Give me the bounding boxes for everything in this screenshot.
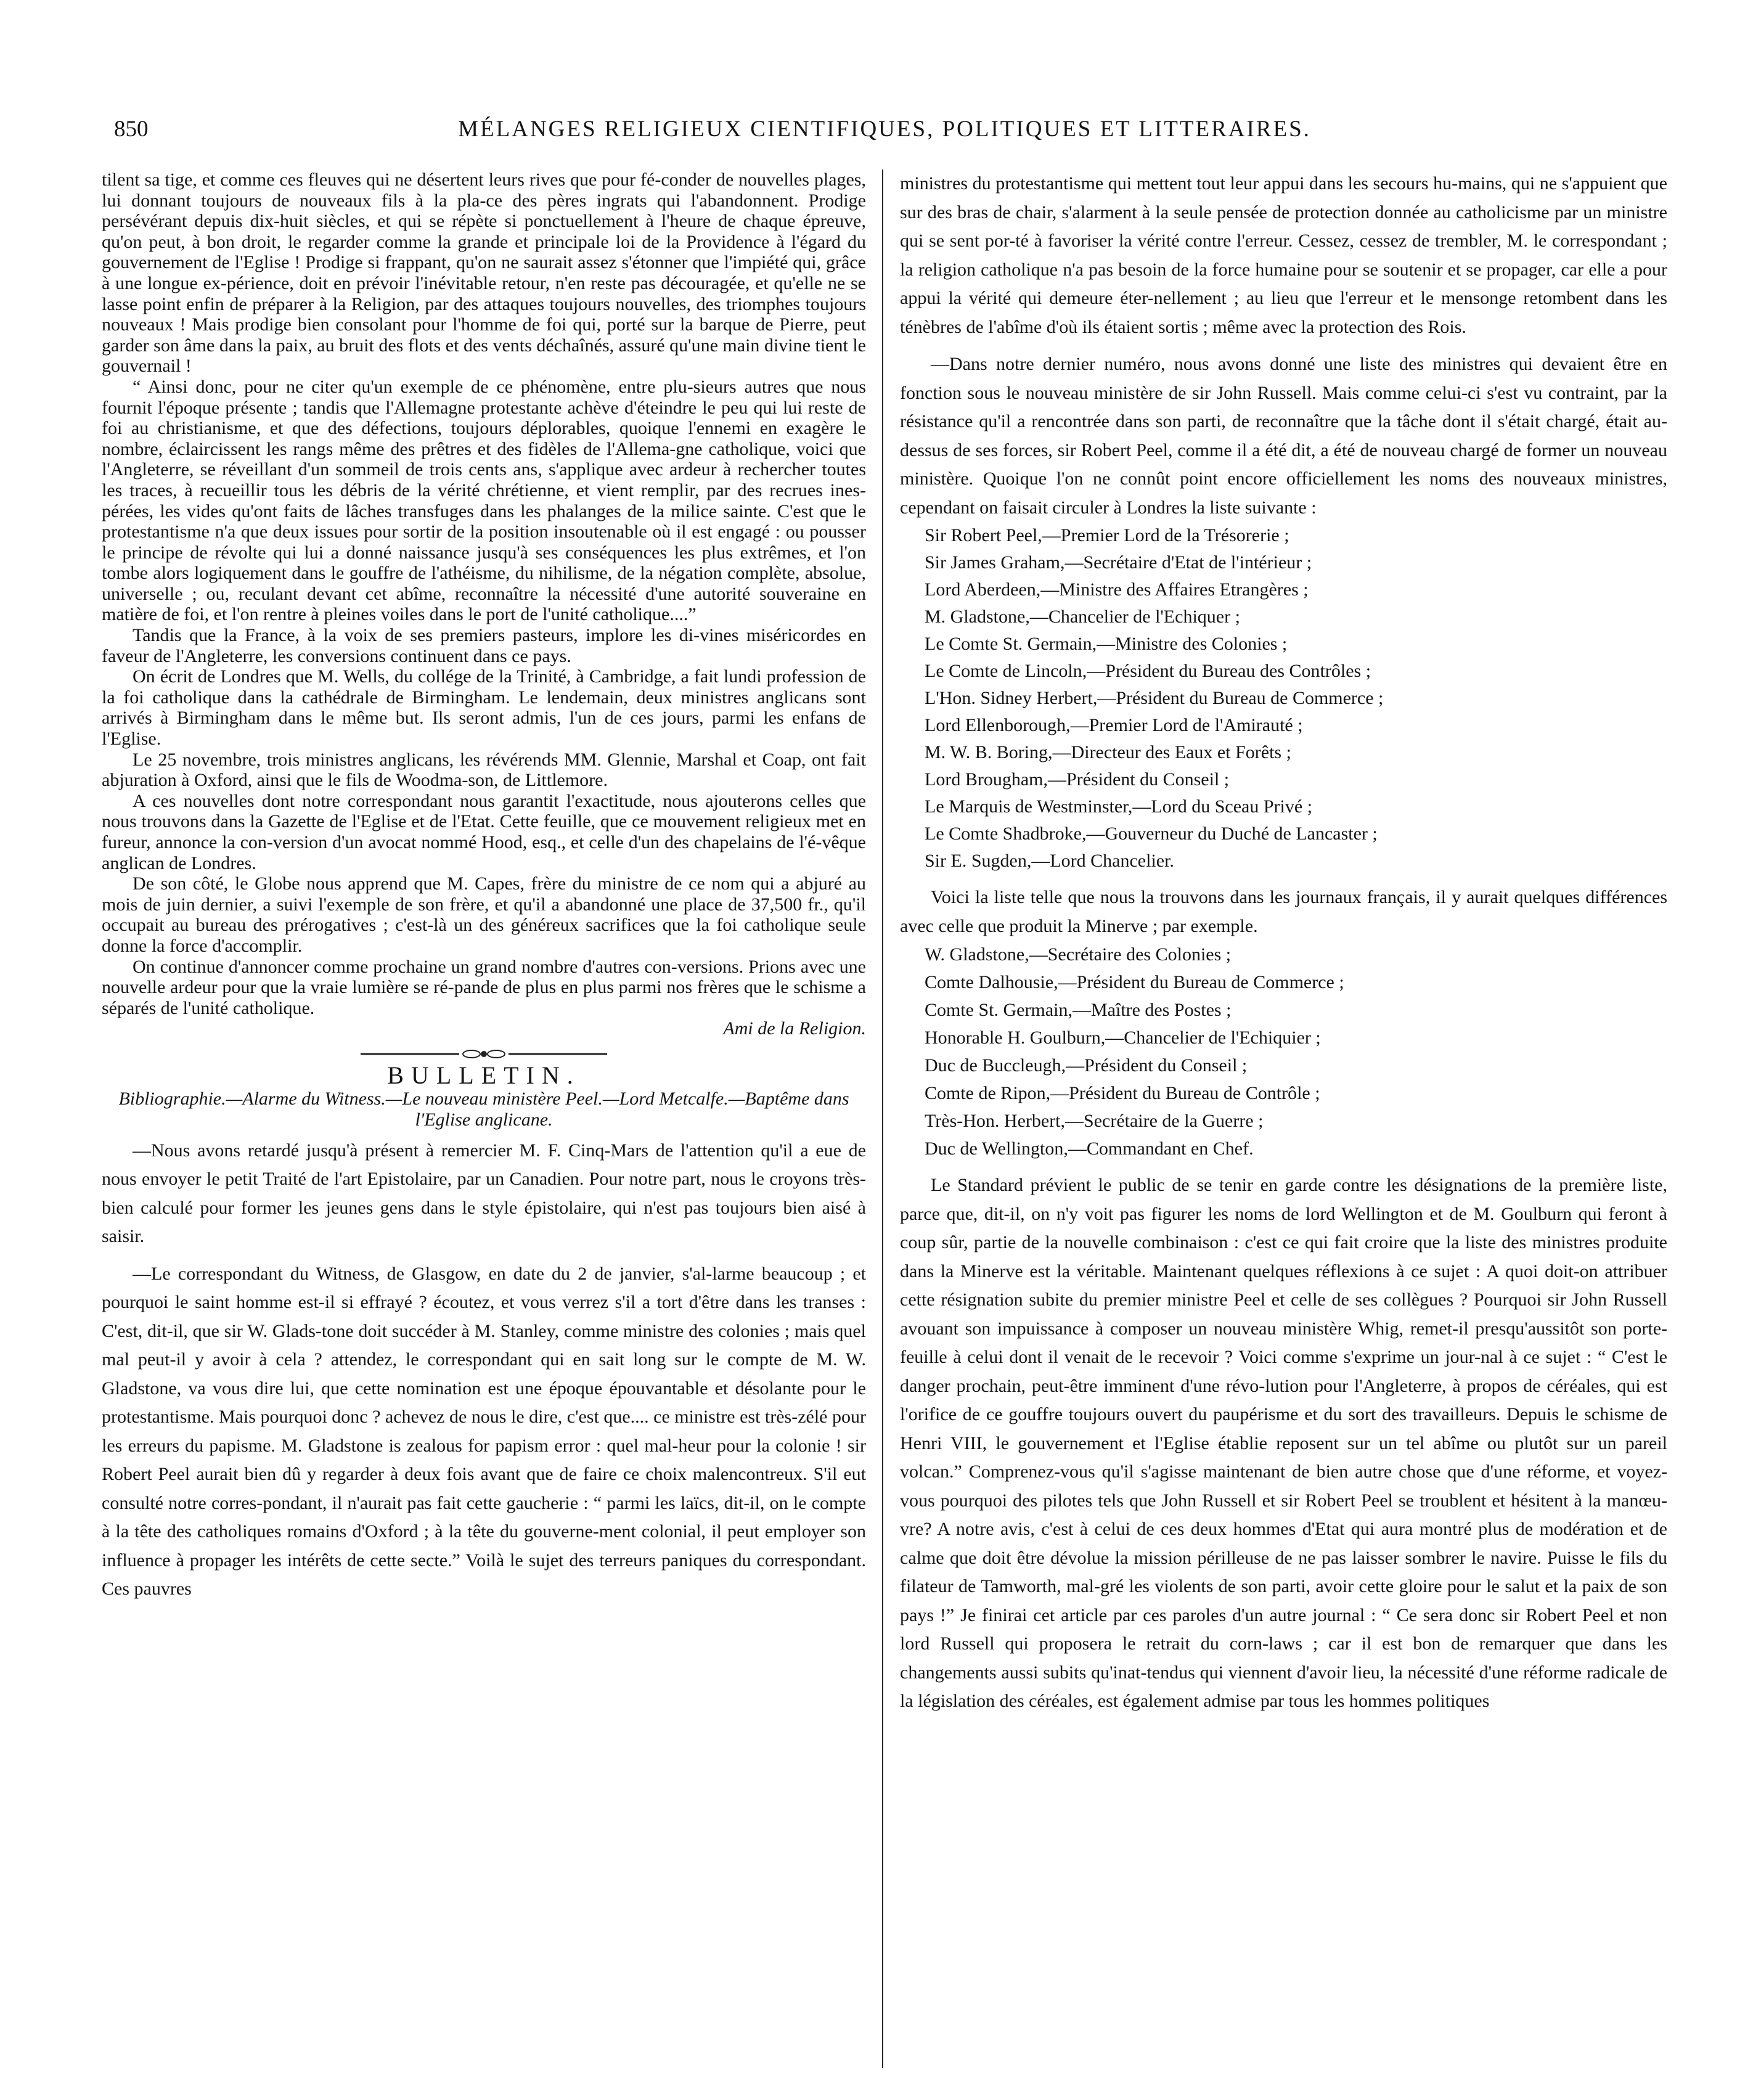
article-paragraph: “ Ainsi donc, pour ne citer qu'un exemple de ce phénomène, entre plu-sieurs autres que nous fournit l'époque présente ; tandis que l'Allemagne protestante achève d'éteindre le peu qui lui reste de foi au christianisme, et que des défections, toujours déplorables, quoique l'ennemi en exagère le nombre, éclaircissent les rangs même des prêtres et des fidèles de l'Allema-gne catholique, voici que l'Angleterre, se réveillant d'un sommeil de trois cents ans, s'applique avec ardeur à rechercher toutes les traces, à recueillir tous les débris de la vérité chrétienne, et vient remplir, par des recrues ines-pérées, les vides qu'ont faits de lâches transfuges dans les phalanges de la milice sainte. C'est que le protestantisme n'a que deux issues pour sortir de la position insoutenable où il est engagé : ou pousser le principe de révolte qui lui a donné naissance jusqu'à ses conséquences les plus extrêmes, et l'on tombe alors logiquement dans le gouffre de l'athéisme, du nihilisme, de la négation complète, absolue, universelle ; ou, reculant devant cet abîme, reconnaître la nécessité d'une autorité souveraine en matière de foi, et l'on rentre à pleines voiles dans le port de l'unité catholique....”: [102, 376, 866, 625]
article-paragraph: ministres du protestantisme qui mettent tout leur appui dans les secours hu-mains, qui ne s'appuient que sur des bras de chair, s'alarment à la seule pensée de protection donnée au catholicisme par un ministre qui se sent por-té à favoriser la vérité contre l'erreur. Cessez, cessez de trembler, M. le correspondant ; la religion catholique n'a pas besoin de la force humaine pour se soutenir et se propager, car elle a pour appui la vérité qui demeure éter-nellement ; au lieu que l'erreur et le mensonge retombent dans les ténèbres de l'abîme d'où ils étaient sortis ; même avec la protection des Rois.: [900, 173, 1667, 337]
right-column: [900, 170, 1667, 2074]
bulletin-paragraph: —Nous avons retardé jusqu'à présent à remercier M. F. Cinq-Mars de l'attention qu'il a eue de nous envoyer le petit Traité de l'art Epistolaire, par un Canadien. Pour notre part, nous le croyons très-bien calculé pour former les jeunes gens dans le style épistolaire, qui n'est pas toujours bien aisé à saisir.: [102, 1140, 866, 1247]
list-item: Le Marquis de Westminster,—Lord du Sceau Privé ;: [925, 796, 1313, 817]
running-title: MÉLANGES RELIGIEUX CIENTIFIQUES, POLITIQUES ET LITTERAIRES.: [458, 116, 1311, 142]
bulletin-paragraph: —Le correspondant du Witness, de Glasgow, en date du 2 de janvier, s'al-larme beaucoup ; et pourquoi le saint homme est-il si effrayé ? écoutez, et vous verrez s'il a tort d'être dans les transes : C'est, dit-il, que sir W. Glads-tone doit succéder à M. Stanley, comme ministre des colonies ; mais quel mal peut-il y avoir à cela ? attendez, le correspondant qui en sait long sur le compte de M. W. Gladstone, va vous dire lui, que cette nomination est une époque épouvantable et désolante pour le protestantisme. Mais pourquoi donc ? achevez de nous le dire, c'est que.... ce ministre est très-zélé pour les erreurs du papisme. M. Gladstone is zealous for papism error : quel mal-heur pour la colonie ! sir Robert Peel aurait bien dû y regarder à deux fois avant que de faire ce choix malencontreux. S'il eut consulté notre corres-pondant, il n'aurait pas fait cette gaucherie : “ parmi les laïcs, dit-il, on le compte à la tête des catholiques romains d'Oxford ; à la tête du gouverne-ment colonial, il peut employer son influence à propager les intérêts de cette secte.” Voilà le sujet des terreurs paniques du correspondant. Ces pauvres: [102, 1263, 866, 1600]
list-item: Sir James Graham,—Secrétaire d'Etat de l'intérieur ;: [925, 552, 1312, 573]
list-item: Lord Brougham,—Président du Conseil ;: [925, 769, 1230, 790]
article-paragraph: On continue d'annoncer comme prochaine un grand nombre d'autres con-versions. Prions avec une nouvelle ardeur pour que la vraie lumière se ré-pande de plus en plus parmi nos frères que le schisme a séparés de l'unité catholique.: [102, 956, 866, 1018]
list-item: Comte de Ripon,—Président du Bureau de Contrôle ;: [925, 1083, 1320, 1103]
list-item: Lord Aberdeen,—Ministre des Affaires Etrangères ;: [925, 579, 1309, 600]
bulletin-title: BULLETIN.: [387, 1061, 581, 1089]
list-item: L'Hon. Sidney Herbert,—Président du Bureau de Commerce ;: [925, 688, 1384, 708]
list-item: Sir Robert Peel,—Premier Lord de la Trésorerie ;: [925, 525, 1289, 545]
list-item: Le Comte Shadbroke,—Gouverneur du Duché de Lancaster ;: [925, 823, 1378, 844]
list-item: M. Gladstone,—Chancelier de l'Echiquer ;: [925, 607, 1240, 627]
list-item: W. Gladstone,—Secrétaire des Colonies ;: [925, 944, 1232, 965]
list-item: Comte Dalhousie,—Président du Bureau de Commerce ;: [925, 972, 1344, 992]
ministers-list-alternate: [900, 941, 1667, 1162]
article-paragraph: Voici la liste telle que nous la trouvons dans les journaux français, il y aurait quelques différences avec celle que produit la Minerve ; par exemple.: [900, 887, 1667, 936]
page-header: [102, 116, 1670, 159]
bulletin-subtitle: Bibliographie.—Alarme du Witness.—Le nouveau ministère Peel.—Lord Metcalfe.—Baptême dans l'Eglise anglicane.: [118, 1088, 849, 1130]
list-item: Lord Ellenborough,—Premier Lord de l'Amirauté ;: [925, 715, 1303, 735]
article-signature: Ami de la Religion.: [723, 1018, 866, 1039]
left-column: [102, 170, 866, 2074]
ornament-divider: [354, 1048, 613, 1060]
list-item: Très-Hon. Herbert,—Secrétaire de la Guerre ;: [925, 1111, 1264, 1131]
article-paragraph: Le Standard prévient le public de se tenir en garde contre les désignations de la première liste, parce que, dit-il, on n'y voit pas figurer les noms de lord Wellington et de M. Goulburn qui feront à coup sûr, partie de la nouvelle combinaison : c'est ce qui fait croire que la liste des ministres produite dans la Minerve est la véritable. Maintenant quelques réflexions à ce sujet : A quoi doit-on attribuer cette résignation subite du premier ministre Peel et celle de ses collègues ? Pourquoi sir John Russell avouant son impuissance à composer un nouveau ministère Whig, remet-il presqu'aussitôt son porte-feuille à celui dont il venait de le recevoir ? Voici comme s'exprime un jour-nal à ce sujet : “ C'est le danger prochain, peut-être imminent d'une révo-lution pour l'Angleterre, à propos de céréales, qui est l'orifice de ce gouffre toujours ouvert du paupérisme et du sort des travailleurs. Depuis le schisme de Henri VIII, le gouvernement et l'Eglise établie reposent sur un tel abîme ou plutôt sur un pareil volcan.” Comprenez-vous qu'il s'agisse maintenant de bien autre chose que d'une réforme, et voyez-vous pourquoi des pilotes tels que John Russell et sir Robert Peel se troublent et hésitent à la manœu-vre? A notre avis, c'est à celui de ces deux hommes d'Etat qui aura montré plus de modération et de calme que doit être dévolue la mission périlleuse de ne pas laisser sombrer le navire. Puisse le fils du filateur de Tamworth, mal-gré les violents de son parti, avoir cette gloire pour le salut et la paix de son pays !” Je finirai cet article par ces paroles d'un autre journal : “ Ce sera donc sir Robert Peel et non lord Russell qui proposera le retrait du corn-laws ; car il est bon de remarquer que dans les changements aussi subits qu'inat-tendus qui viennent d'avoir lieu, la nécessité d'une réforme radicale de la législation des céréales, est également admise par tous les hommes politiques: [900, 1175, 1667, 1711]
article-paragraph: —Dans notre dernier numéro, nous avons donné une liste des ministres qui devaient être en fonction sous le nouveau ministère de sir John Russell. Mais comme celui-ci s'est vu contraint, par la résistance qu'il a rencontrée dans son parti, de reconnaître que la tâche dont il s'était chargé, était au-dessus de ses forces, sir Robert Peel, comme il a été dit, a été de nouveau chargé de former un nouveau ministère. Quoique l'on ne connût point encore officiellement les noms des nouveaux ministres, cependant on faisait circuler à Londres la liste suivante :: [900, 354, 1667, 518]
list-item: Le Comte St. Germain,—Ministre des Colonies ;: [925, 634, 1288, 654]
article-paragraph: Le 25 novembre, trois ministres anglicans, les révérends MM. Glennie, Marshal et Coap, ont fait abjuration à Oxford, ainsi que le fils de Woodma-son, de Littlemore.: [102, 749, 866, 791]
page-number: 850: [114, 116, 149, 142]
list-item: Duc de Wellington,—Commandant en Chef.: [925, 1138, 1254, 1159]
list-item: Le Comte de Lincoln,—Président du Bureau des Contrôles ;: [925, 661, 1371, 681]
article-paragraph: A ces nouvelles dont notre correspondant nous garantit l'exactitude, nous ajouterons celles que nous trouvons dans la Gazette de l'Eglise et de l'Etat. Cette feuille, que ce mouvement religieux met en fureur, annonce la con-version d'un avocat nommé Hood, esq., et celle d'un des chapelains de l'é-vêque anglican de Londres.: [102, 790, 866, 873]
article-paragraph: On écrit de Londres que M. Wells, du collége de la Trinité, à Cambridge, a fait lundi profession de la foi catholique dans la cathédrale de Birmingham. Le lendemain, deux ministres anglicans sont arrivés à Birmingham dans le même but. Ils seront admis, l'un de ces jours, parmi les enfans de l'Eglise.: [102, 666, 866, 750]
list-item: M. W. B. Boring,—Directeur des Eaux et Forêts ;: [925, 742, 1291, 762]
column-rule: [882, 170, 883, 2068]
list-item: Honorable H. Goulburn,—Chancelier de l'Echiquier ;: [925, 1028, 1321, 1048]
ministers-list: [900, 522, 1667, 875]
article-paragraph: tilent sa tige, et comme ces fleuves qui ne désertent leurs rives que pour fé-conder de nouvelles plages, lui donnant toujours de nouveaux fils à la pla-ce des pères ingrats qui l'abandonnent. Prodige persévérant depuis dix-huit siècles, et qui se répète si ponctuellement à l'heure de chaque épreuve, qu'on peut, à bon droit, le regarder comme la grande et principale loi de la Providence à l'égard du gouvernement de l'Eglise ! Prodige si frappant, qu'on ne saurait assez s'étonner que l'impiété qui, grâce à une longue ex-périence, doit en prévoir l'inévitable retour, n'en reste pas découragée, et qu'elle ne se lasse point enfin de préparer à la Religion, par des attaques toujours nouvelles, des triomphes toujours nouveaux ! Mais prodige bien consolant pour l'homme de foi qui, porté sur la barque de Pierre, peut garder son âme dans la paix, au bruit des flots et des vents déchaînés, assuré qu'une main divine tient le gouvernail !: [102, 170, 866, 377]
list-item: Sir E. Sugden,—Lord Chancelier.: [925, 851, 1174, 871]
article-paragraph: Tandis que la France, à la voix de ses premiers pasteurs, implore les di-vines miséricordes en faveur de l'Angleterre, les conversions continuent dans ce pays.: [102, 625, 866, 666]
list-item: Comte St. Germain,—Maître des Postes ;: [925, 1000, 1232, 1020]
list-item: Duc de Buccleugh,—Président du Conseil ;: [925, 1055, 1248, 1076]
article-paragraph: De son côté, le Globe nous apprend que M. Capes, frère du ministre de ce nom qui a abjuré au mois de juin dernier, a suivi l'exemple de son frère, et qu'il a abandonné une place de 37,500 fr., qu'il occupait au bureau des prérogatives ; c'est-là un des généreux sacrifices que la foi catholique seule donne la force d'accomplir.: [102, 873, 866, 956]
newspaper-page: [102, 99, 1670, 2077]
